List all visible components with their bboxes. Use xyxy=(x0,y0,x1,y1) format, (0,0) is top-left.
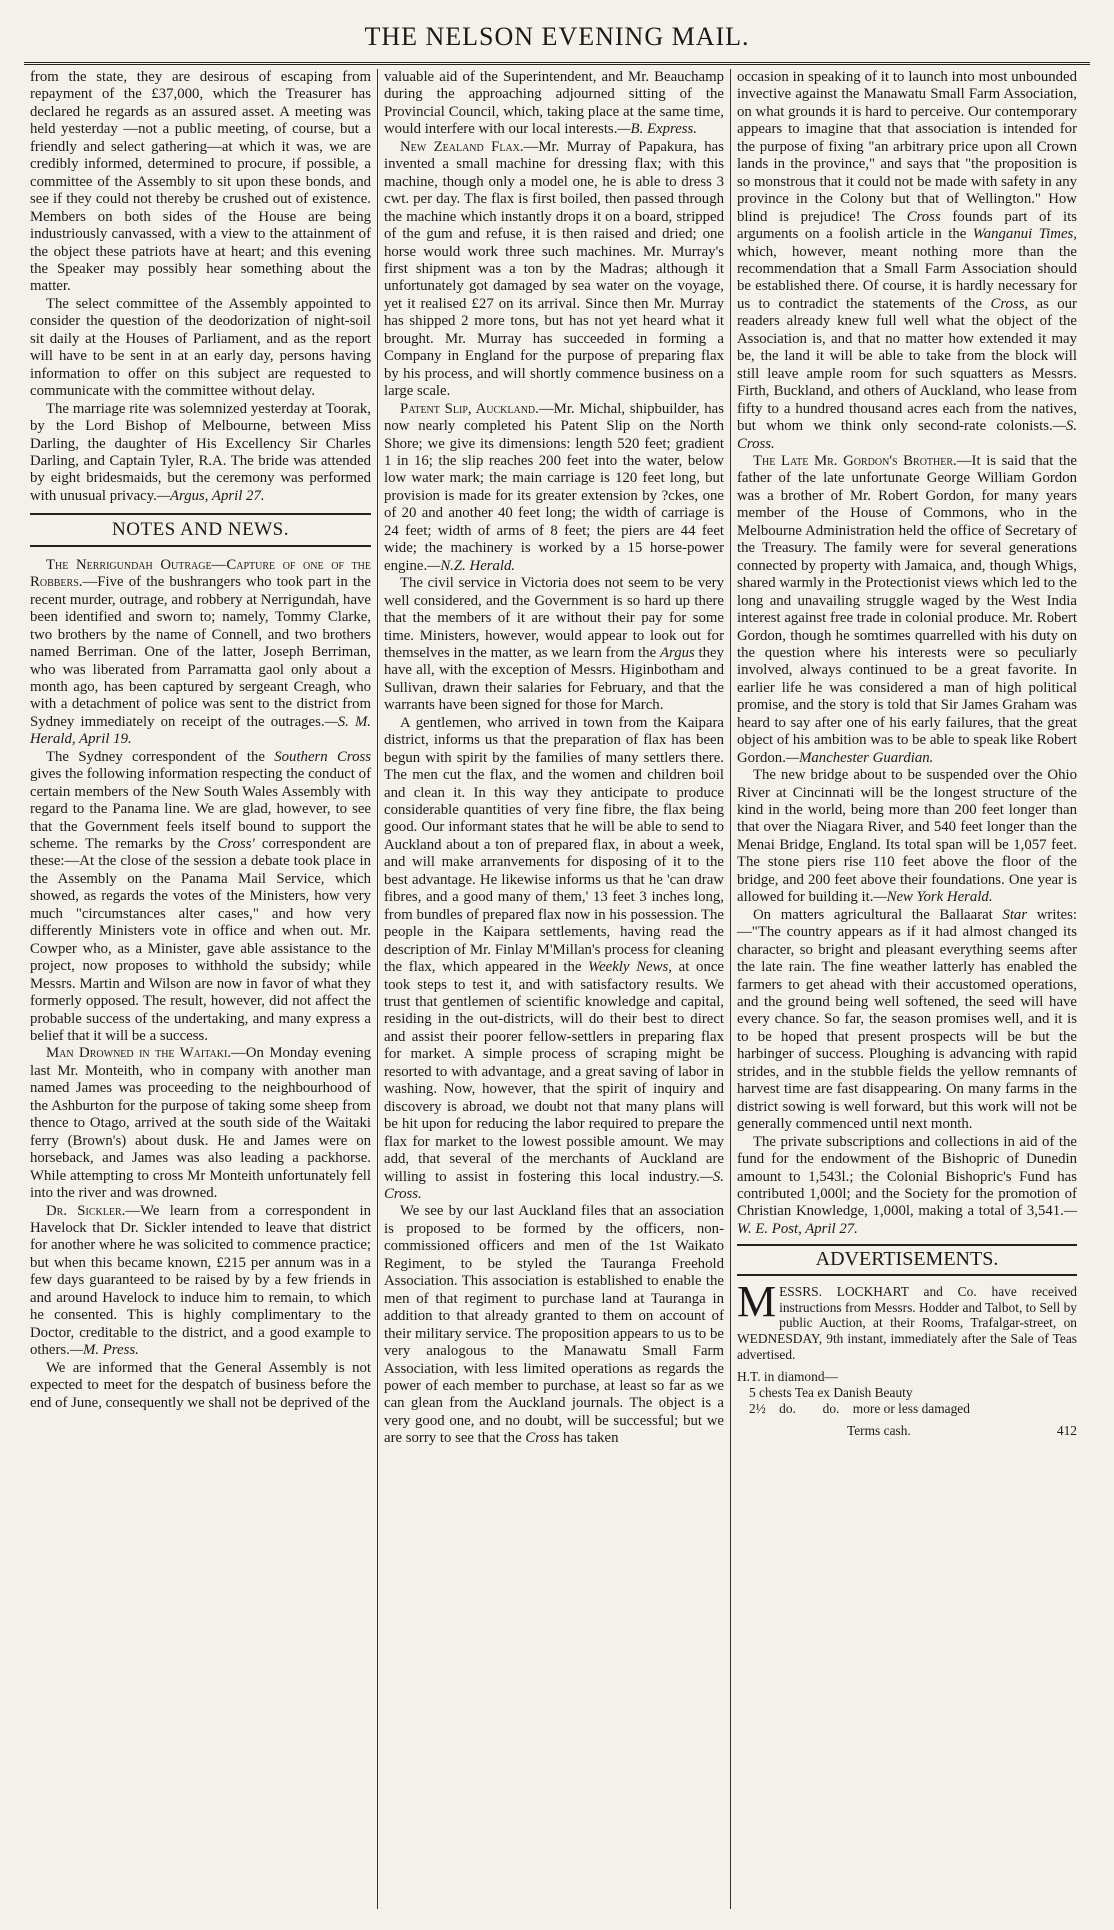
col3-dunedin-text: The private subscriptions and collections in aid of the fund for the endowment of the Bishopric of Dunedin amount to 1,543l.; the Colonial Bishopric's Fund has contributed 1,000l; and the Society for the promotion of Christian Knowledge, 1,000l, making a total of 3,541. xyxy=(737,1133,1077,1220)
col1-para-3-text: The marriage rite was solemnized yesterday at Toorak, by the Lord Bishop of Melbourne, between Miss Darling, the daughter of His Excellency Sir Charles Darling, and Captain Tyler, R.A. The bride was attended by eight bridesmaids, but the ceremony was performed with unusual privacy. xyxy=(30,400,371,504)
col2-kaipara-ital: Weekly News xyxy=(588,959,669,976)
col3-article-ballaarat xyxy=(737,907,1077,1134)
col1-article-panama xyxy=(30,749,371,1046)
col2-tauranga-text-b: has taken xyxy=(559,1430,619,1447)
column-2 xyxy=(377,69,730,1909)
ad-lot-line-1: H.T. in diamond— xyxy=(737,1368,838,1384)
col2-article-kaipara xyxy=(384,715,724,1204)
column-1 xyxy=(24,69,377,1909)
col2-civil-text-a: The civil service in Victoria does not seem to be very well considered, and the Government is so hard up there that the members of it are without their pay for some time. Ministers, however, would appear to look out for themselves in the matter, as we learn from the xyxy=(384,575,724,661)
col3-article-gordon xyxy=(737,453,1077,767)
col2-article-flax-text: —Mr. Murray of Papakura, has invented a small machine for dressing flax; with this machine, though only a model one, he is able to dress 3 cwt. per day. The flax is first boiled, then passed through the machine which instantly drops it on a board, stripped of the gum and refuse, it is then raised and dried; one horse would work three such machines. Mr. Murray's first shipment was a ton by the Madras; although it unfortunately got damaged by sea water on the voyage, yet it realised £27 on its arrival. Since then Mr. Murray has shipped 2 more tons, but has not yet heard what it brought. Mr. Murray has succeeded in forming a Company in England for the purpose of preparing flax by his process, and will shortly commence business on a large scale. xyxy=(384,138,724,400)
col3-p1-c: , which, however, meant nothing more than the recommendation that a Small Farm Association should be established there. Of course, it is hardly necessary for us to contradict the statements of the xyxy=(737,226,1077,312)
col3-para-1 xyxy=(737,69,1077,453)
col3-article-gordon-headline: The Late Mr. Gordon's Brother. xyxy=(753,452,957,469)
ad-number: 412 xyxy=(1056,1422,1077,1438)
col3-p1-ital3: Cross xyxy=(990,295,1025,312)
col3-article-bridge xyxy=(737,767,1077,907)
col1-panama-ital: Southern Cross xyxy=(274,748,371,765)
col2-article-patent-slip xyxy=(384,401,724,576)
col3-p1-ital2: Wanganui Times xyxy=(972,226,1074,243)
col3-article-bridge-text: The new bridge about to be suspended over the Ohio River at Cincinnati will be the longest structure of the kind in the world, being more than 200 feet longer than that over the Niagara River, and 540 feet longer than the Menai Bridge, England. Its total span will be 1,057 feet. The stone piers rise 110 feet above the floor of the bridge, and 200 feet above their foundations. One year is allowed for building it. xyxy=(737,767,1077,906)
col2-article-tauranga xyxy=(384,1203,724,1447)
col1-para-3 xyxy=(30,401,371,506)
col2-tauranga-text-a: We see by our last Auckland files that an association is proposed to be formed by the officers, non-commissioned officers and men of the 1st Waikato Regiment, to be styled the Tauranga Freehold Association. This association is established to enable the men of that regiment to purchase land at Tauranga in addition to that already granted to them on account of their military service. The proposition appears to us to be very analogous to the Manawatu Small Farm Association, with less limited operations as regards the power of each member to purchase, at least so far as we can glean from the Auckland journals. The object is a very good one, and no doubt, will be successful; but we are sorry to see that the xyxy=(384,1203,724,1447)
col1-para-2: The select committee of the Assembly appointed to consider the question of the deodorization of night-soil sit daily at the Houses of Parliament, and as the report will have to be sent in at an early day, persons having information to offer on this subject are requested to communicate with the committee without delay. xyxy=(30,295,371,400)
col3-p1-ital: Cross xyxy=(906,208,941,225)
col2-kaipara-source: —S. Cross. xyxy=(384,1168,724,1202)
col2-tauranga-ital: Cross xyxy=(525,1430,560,1447)
col1-article-assembly: We are informed that the General Assembly is not expected to meet for the despatch of business before the end of June, consequently we shall not be deprived of the xyxy=(30,1359,371,1411)
notes-and-news-heading: NOTES AND NEWS. xyxy=(30,513,371,546)
col2-article-patent-slip-text: —Mr. Michal, shipbuilder, has now nearly completed his Patent Slip on the North Shore; we give its dimensions: length 520 feet; gradient 1 in 16; the slip reaches 200 feet into the water, below low water mark; the main carriage is 120 feet long, but provision is made for its greater extension by ?ckes, one of 20 and another 40 feet long; the width of carriage is 24 feet; width of arms of 8 feet; the piers are 44 feet wide; the machinery is worked by a 15 horse-power engine. xyxy=(384,400,725,574)
col2-article-patent-slip-source: —N.Z. Herald. xyxy=(427,557,516,574)
ad-drop-cap: M xyxy=(737,1276,777,1326)
col3-ballaarat-ital: Star xyxy=(1002,906,1028,923)
col1-article-waitaki xyxy=(30,1045,371,1202)
col2-para-1-text: valuable aid of the Superintendent, and Mr. Beauchamp during the approaching adjourned sitting of the Provincial Council, which, taking place at the same time, would interfere with our local interests. xyxy=(384,69,724,138)
col2-civil-text-b: they have all, with the exception of Messrs. Higinbotham and Sullivan, drawn their salaries for February, and that the warrants have been signed for those for March. xyxy=(384,644,724,714)
col2-article-patent-slip-headline: Patent Slip, Auckland. xyxy=(400,400,539,417)
col1-article-nerrigundah xyxy=(30,557,371,749)
col1-panama-text-c: correspondent are these:—At the close of the session a debate took place in the Assembly on the Panama Mail Service, which showed, as regards the votes of the Ministers, how very much "circumstances alter cases," and how very differently Ministers vote in office and when out. Mr. Cowper who, as a Minister, gave able assistance to the project, now proposes to withhold the subsidy; while Messrs. Martin and Wilson are now in favor of what they formerly opposed. The result, however, did not affect the probable success of the undertaking, and many express a belief that it will be a success. xyxy=(30,836,371,1045)
col3-p1-d: , as our readers already knew full well what the object of the Association is, and that no matter how extended it may be, the land it will be able to take from the block will still leave ample room for such squatters as Messrs. Firth, Buckland, and others of Auckland, who lease from fifty to a hundred thousand acres each from the natives, but whom we think only second-rate colonists. xyxy=(737,295,1077,435)
col2-para-1-source: —B. Express. xyxy=(617,121,697,138)
col1-article-waitaki-text: —On Monday evening last Mr. Monteith, who in company with another man named James was proceeding to the neighbourhood of the Ashburton for the purpose of taking some sheep from thence to Otago, arrived at the south side of the Waitaki ferry (Brown's) about dusk. He and James were on horseback, and James was also leading a packhorse. While attempting to cross Mr Monteith unfortunately fell into the river and was drowned. xyxy=(30,1045,371,1202)
columns xyxy=(24,69,1090,1909)
col3-ballaarat-b: writes:—"The country appears as if it had almost changed its character, so bright and pleasant everything seems after the late rain. The fine weather latterly has enabled the farmers to get ahead with their accustomed operations, and the ground being well softened, the seed will have every chance. So far, the season promises well, and it is to be hoped that present prospects will be but the harbinger of success. Ploughing is advancing with rapid strides, and in the stubble fields the yellow remnants of harvest time are fast disappearing. On many farms in the district sowing is well forward, but this work will not be generally commenced until next month. xyxy=(737,906,1077,1133)
col3-article-gordon-text: —It is said that the father of the late unfortunate George William Gordon was a brother of Mr. Robert Gordon, for many years member of the House of Commons, who in the Melbourne Administration held the office of Secretary of the Treasury. The family were for several generations connected by property with Jamaica, and, though Whigs, shared warmly in the Protectionist views which led to the long and unavailing struggle waged by the West India interest against free trade in colonial produce. Mr. Robert Gordon, though he somtimes quarrelled with his duty on the question where his interests were so peculiarly involved, always continued to be a great favorite. In earlier life he was considered a man of high political promise, and the story is told that Sir James Graham was heard to say after one of his early failures, that the great object of his ambition was to be able to speak like Robert Gordon. xyxy=(737,452,1077,766)
masthead-title: THE NELSON EVENING MAIL. xyxy=(364,22,750,51)
advertisement-lockhart xyxy=(737,1276,1077,1439)
ad-lot-line-2: 5 chests Tea ex Danish Beauty xyxy=(749,1384,913,1400)
ad-terms: Terms cash. xyxy=(847,1422,911,1438)
col1-article-sickler-text: —We learn from a correspondent in Havelock that Dr. Sickler intended to leave that district for another where he was solicited to commence practice; but when this became known, £215 per annum was in a few days guaranteed to be raised by by a few friends in and around Havelock to induce him to remain, to which he consented. This is highly complimentary to the Doctor, creditable to the district, and a good example to others. xyxy=(30,1202,372,1359)
col2-article-civil-service xyxy=(384,575,724,715)
col1-panama-text-b: gives the following information respecting the conduct of certain members of the New South Wales Assembly with regard to the Panama line. We are glad, however, to see that the Government feels itself bound to support the scheme. The remarks by the xyxy=(30,766,371,853)
col3-article-dunedin xyxy=(737,1134,1077,1239)
col3-dunedin-source: —W. E. Post, April 27. xyxy=(737,1203,1077,1237)
col2-kaipara-text-a: A gentlemen, who arrived in town from the Kaipara district, informs us that the preparation of flax has been begun with spirit by the families of many settlers there. The men cut the flax, and the women and children boil and clean it. In this way they anticipate to produce considerable quantities of very fine fibre, the flax being good. Our informant states that he will be able to send to Auckland about a ton of prepared flax, in about a week, and will make arranvements for disposing of it to the best advantage. He likewise informs us that he 'can draw fibres, and a good many of them,' 13 feet 3 inches long, from bundles of prepared flax now in his possession. The people in the Kaipara settlements, having read the description of Mr. Finlay M'Millan's process for cleaning the flax, which appeared in the xyxy=(384,714,724,976)
col3-p1-b: founds part of its arguments on a foolish article in the xyxy=(737,208,1077,243)
col1-article-sickler xyxy=(30,1203,371,1360)
col3-ballaarat-a: On matters agricultural the Ballaarat xyxy=(753,906,1003,923)
col2-civil-ital: Argus xyxy=(659,644,695,661)
col1-article-nerrigundah-headline: The Nerrigundah Outrage—Capture of one of the Robbers. xyxy=(30,556,371,591)
col1-article-nerrigundah-text: —Five of the bushrangers who took part in the recent murder, outrage, and robbery at Nerrigundah, have been identified and sworn to; namely, Tommy Clarke, two brothers by the name of Connell, and two brothers named Berriman. One of the latter, Joseph Berriman, who was liberated from Parramatta gaol only about a month ago, has been captured by sergeant Creagh, who with a detachment of police was sent to the district from Sydney immediately on receipt of the outrages. xyxy=(30,574,371,730)
col3-article-bridge-source: —New York Herald. xyxy=(873,889,993,906)
col1-article-sickler-source: —M. Press. xyxy=(69,1342,139,1359)
col1-para-1: from the state, they are desirous of escaping from repayment of the £37,000, which the Treasurer has declared he regards as an assured asset. A meeting was held yesterday —not a public meeting, of course, but a friendly and select gathering—at which it was, we are credibly informed, determined to procure, if possible, a committee of the Assembly to sit upon these bonds, and see if they could not thereby be crushed out of existence. Members on both sides of the House are being industriously canvassed, with a view to the attainment of the object these patriots have at heart; and this evening the Speaker may possibly hear something about the matter. xyxy=(30,69,371,295)
column-3 xyxy=(730,69,1083,1909)
advertisements-heading: ADVERTISEMENTS. xyxy=(737,1244,1077,1275)
ad-lot-line-3: 2½ do. do. more or less damaged xyxy=(749,1400,970,1416)
col1-panama-text-a: The Sydney correspondent of the xyxy=(46,748,275,765)
ad-footer xyxy=(737,1423,1077,1439)
col3-article-gordon-source: —Manchester Guardian. xyxy=(785,749,934,766)
col1-article-nerrigundah-source: —S. M. Herald, April 19. xyxy=(30,713,371,748)
col2-article-flax-headline: New Zealand Flax. xyxy=(400,138,524,155)
col1-article-sickler-headline: Dr. Sickler. xyxy=(46,1202,126,1219)
col1-para-3-source: —Argus, April 27. xyxy=(156,487,265,504)
col1-article-waitaki-headline: Man Drowned in the Waitaki. xyxy=(46,1045,232,1062)
masthead-rule xyxy=(24,62,1090,65)
col3-p1-source: —S. Cross. xyxy=(737,418,1077,452)
col3-p1-a: occasion in speaking of it to launch into most unbounded invective against the Manawatu Small Farm Association, on what grounds it is hard to perceive. Our contemporary appears to imagine that that association is intended for the purpose of fixing "an arbitrary price upon all Crown lands in the province," and says that "the proposition is so monstrous that it could not be made with safety in any province in the Colony but that of Wellington." How blind is prejudice! The xyxy=(737,69,1077,225)
col2-para-1 xyxy=(384,69,724,139)
col2-kaipara-text-b: , at once took steps to test it, and with satisfactory results. We trust that gentlemen of scientific knowledge and capital, residing in the out-districts, will do their best to direct and assist their poorer fellow-settlers in preparing flax for market. A simple process of scraping might be resorted to with advantage, and a great saving of labor in washing. Now, however, that the spirit of inquiry and discovery is abroad, we doubt not that many plans will be hit upon for reducing the labor required to prepare the flax for market to the lowest possible amount. We may add, that several of the merchants of Auckland are willing to assist in fostering this local industry. xyxy=(384,959,724,1185)
ad-lot-list xyxy=(737,1369,1077,1417)
col2-article-flax xyxy=(384,139,724,401)
ad-text: ESSRS. LOCKHART and Co. have received instructions from Messrs. Hodder and Talbot, to Sell by public Auction, at their Rooms, Trafalgar-street, on WEDNESDAY, 9th instant, immediately after the Sale of Teas advertised. xyxy=(737,1283,1077,1362)
col1-panama-ital2: Cross' xyxy=(217,836,255,853)
